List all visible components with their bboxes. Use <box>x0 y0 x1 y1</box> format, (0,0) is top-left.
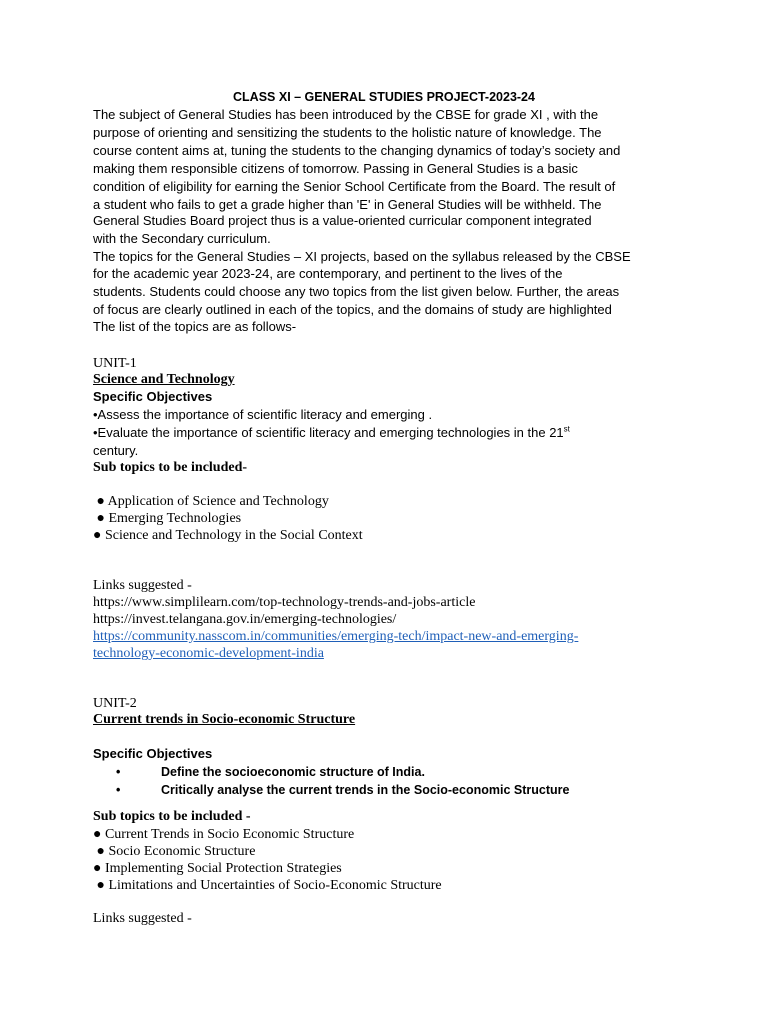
unit-2-label: UNIT-2 <box>93 696 137 711</box>
intro-line: The list of the topics are as follows- <box>93 319 297 334</box>
unit-1-objective-continued: century. <box>93 443 139 458</box>
intro-line: making them responsible citizens of tomorrow. Passing in General Studies is a basic <box>93 161 578 176</box>
intro-line: The subject of General Studies has been introduced by the CBSE for grade XI , with the <box>93 107 599 122</box>
intro-line: for the academic year 2023-24, are contemporary, and pertinent to the lives of the <box>93 266 563 281</box>
intro-line: of focus are clearly outlined in each of the topics, and the domains of study are highlighted <box>93 302 612 317</box>
unit-2-subtopic: ● Socio Economic Structure <box>93 844 256 859</box>
unit-2-objectives-heading: Specific Objectives <box>93 746 213 761</box>
intro-line: The topics for the General Studies – XI projects, based on the syllabus released by the CBSE <box>93 249 631 264</box>
unit-2-links-heading: Links suggested - <box>93 911 192 926</box>
unit-2-subtopic: ● Implementing Social Protection Strategies <box>93 861 342 876</box>
unit-1-heading: Science and Technology <box>93 372 235 387</box>
intro-line: a student who fails to get a grade higher than 'E' in General Studies will be withheld. The <box>93 197 602 212</box>
page-title: CLASS XI – GENERAL STUDIES PROJECT-2023-24 <box>233 90 535 104</box>
intro-line: General Studies Board project thus is a value-oriented curricular component integrated <box>93 213 592 228</box>
unit-2-objective <box>116 763 425 781</box>
unit-2-objective <box>116 781 569 799</box>
unit-1-subtopic: ● Emerging Technologies <box>93 511 242 526</box>
unit-1-objectives-heading: Specific Objectives <box>93 389 213 404</box>
unit-2-subtopic: ● Current Trends in Socio Economic Structure <box>93 827 355 842</box>
bullet-icon: • <box>116 783 121 797</box>
unit-1-links-heading: Links suggested - <box>93 578 192 593</box>
unit-2-subtopics-heading: Sub topics to be included - <box>93 809 251 824</box>
unit-1-subtopic: ● Application of Science and Technology <box>93 494 329 509</box>
objective-text: Define the socioeconomic structure of India. <box>161 765 425 779</box>
bullet-icon: • <box>116 765 121 779</box>
unit-1-subtopics-heading: Sub topics to be included- <box>93 460 248 475</box>
link-text: https://invest.telangana.gov.in/emerging-technologies/ <box>93 612 397 627</box>
unit-1-subtopic: ● Science and Technology in the Social Context <box>93 528 363 543</box>
unit-1-label: UNIT-1 <box>93 356 137 371</box>
objective-text: Critically analyse the current trends in the Socio-economic Structure <box>161 783 570 797</box>
unit-1-objective: •Assess the importance of scientific literacy and emerging . <box>93 407 433 422</box>
superscript: st <box>563 424 570 434</box>
intro-line: course content aims at, tuning the students to the changing dynamics of today’s society and <box>93 143 621 158</box>
intro-line: students. Students could choose any two topics from the list given below. Further, the areas <box>93 284 620 299</box>
intro-line: condition of eligibility for earning the Senior School Certificate from the Board. The result of <box>93 179 616 194</box>
objective-text: •Evaluate the importance of scientific literacy and emerging technologies in the 21 <box>93 425 564 440</box>
unit-2-subtopic: ● Limitations and Uncertainties of Socio-Economic Structure <box>93 878 442 893</box>
unit-2-heading: Current trends in Socio-economic Structure <box>93 712 356 727</box>
hyperlink[interactable]: https://community.nasscom.in/communities/emerging-tech/impact-new-and-emerging- <box>93 629 579 644</box>
intro-line: with the Secondary curriculum. <box>93 231 271 246</box>
unit-1-objective <box>93 424 570 442</box>
link-text: https://www.simplilearn.com/top-technology-trends-and-jobs-article <box>93 595 476 610</box>
intro-line: purpose of orienting and sensitizing the students to the holistic nature of knowledge. The <box>93 125 602 140</box>
hyperlink[interactable]: technology-economic-development-india <box>93 646 324 661</box>
